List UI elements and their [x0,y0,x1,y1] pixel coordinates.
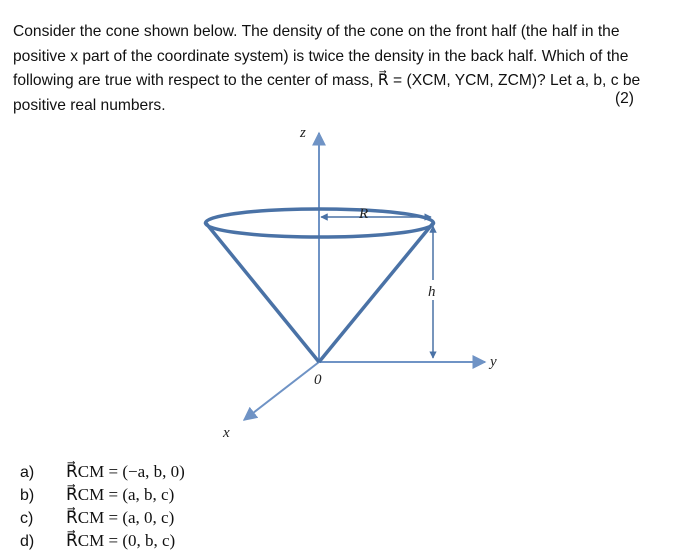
option-letter: b) [20,487,35,504]
question-line-4: positive real numbers. [13,96,166,114]
height-label: h [428,284,436,300]
question-line-3: following are true with respect to the center of mass, R⃗ = (XCM, YCM, ZCM)? Let a, b, c be [13,72,641,89]
option-expression: R⃗CM = (a, b, c) [66,485,175,504]
option-expression: R⃗CM = (a, 0, c) [66,508,175,527]
question-points: (2) [614,90,634,107]
cone-side-left [205,222,319,362]
option-letter: a) [20,464,35,481]
y-axis-label: y [490,354,497,370]
z-axis-label: z [300,125,306,141]
option-d[interactable] [20,529,185,552]
origin-label: 0 [314,372,322,388]
x-axis [244,362,319,420]
option-expression: R⃗CM = (0, b, c) [66,531,176,550]
option-c[interactable] [20,506,185,529]
option-letter: d) [20,533,35,550]
question-line-1: Consider the cone shown below. The density of the cone on the front half (the half in the [13,23,620,40]
cone-side-right [319,222,434,362]
answer-options [20,460,185,552]
option-b[interactable] [20,483,185,506]
radius-label: R [359,206,369,222]
option-expression: R⃗CM = (−a, b, 0) [66,462,185,481]
question-line-2: positive x part of the coordinate system) is twice the density in the back half. Which of the [13,47,629,65]
option-a[interactable] [20,460,185,483]
x-axis-label: x [223,425,230,441]
option-letter: c) [20,510,34,527]
